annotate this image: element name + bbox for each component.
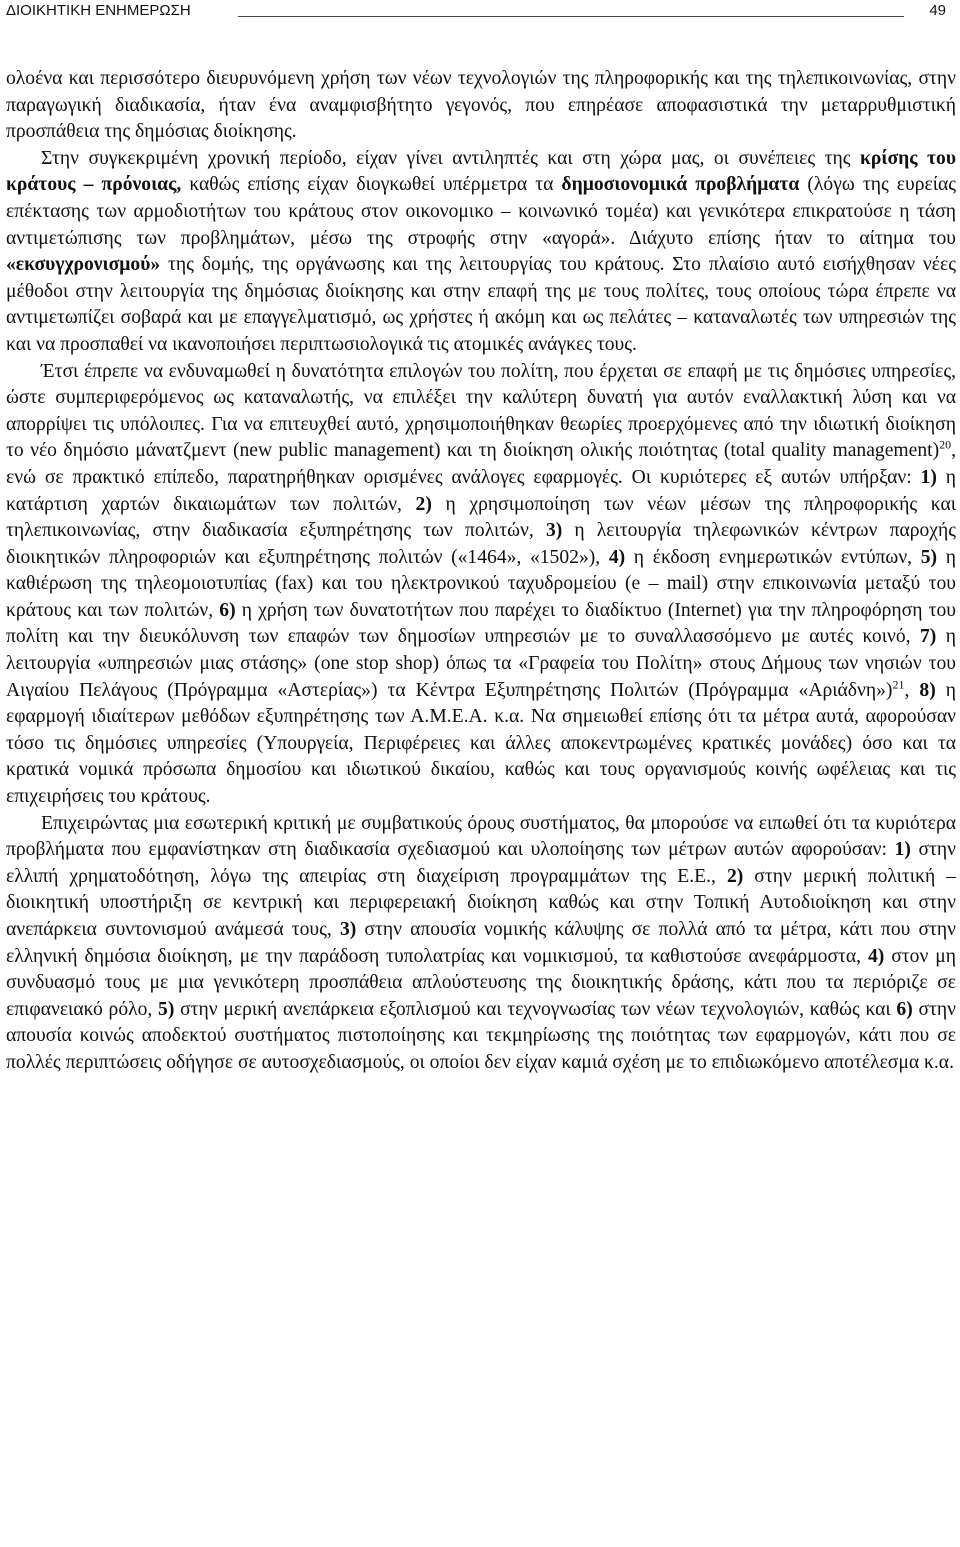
list-number: 8) <box>919 679 936 701</box>
paragraph-3-text: η λειτουργία τηλεφωνικών κέντρων παροχής διοικητικών πληροφοριών και εξυπηρέτησης πολιτών («1464», «1502»), <box>6 520 957 568</box>
paragraph-3-text: η χρησιμοποίηση των νέων μέσων της πληροφορικής και τηλεπικοινωνίας, στην διαδικασία εξυπηρέτησης των πολιτών, <box>6 493 956 542</box>
paragraph-3-text: η κατάρτιση χαρτών δικαιωμάτων των πολιτών, <box>6 466 957 515</box>
list-number: 7) <box>919 626 937 648</box>
bold-term: δημοσιονομικά προβλήματα <box>561 174 800 196</box>
list-number: 5) <box>158 998 175 1020</box>
paragraph-1 <box>6 66 956 146</box>
list-number: 6) <box>219 599 236 621</box>
list-number: 6) <box>896 998 913 1020</box>
list-number: 2) <box>415 493 432 515</box>
paragraph-2 <box>6 146 956 359</box>
list-number: 3) <box>545 520 563 542</box>
paragraph-3-text: , <box>904 679 920 701</box>
paragraph-3 <box>6 359 956 811</box>
list-number: 1) <box>920 466 937 488</box>
bold-term: κρίσης του κράτους – πρόνοιας, <box>6 147 956 196</box>
paragraph-3-text: η λειτουργία «υπηρεσιών μιας στάσης» (one stop shop) όπως τα «Γραφεία του Πολίτη» στους Δήμους των νησιών του Αιγαίου Πελάγους (Πρόγραμμα «Αστερίας») τα Κέντρα Εξυπηρέτησης Πολιτών (Πρόγραμμα «Αριάδνη») <box>6 626 956 701</box>
footnote-ref: 20 <box>939 437 952 452</box>
list-number: 1) <box>894 839 911 861</box>
paragraph-3-text: Έτσι έπρεπε να ενδυναμωθεί η δυνατότητα επιλογών του πολίτη, που έρχεται σε επαφή με τις δημόσιες υπηρεσίες, ώστε συμπεριφερόμενος ως καταναλωτής, να επιλέξει την καλύτερη δυνατή για αυτόν εναλλακτική λύση και να απορρίψει τις υπόλοιπες. Για να επιτευχθεί αυτό, χρησιμοποιήθηκαν θεωρίες προερχόμενες από την ιδιωτική διοίκηση το νέο δημόσιο μάνατζμεντ (new public management) και τη διοίκηση ολικής ποιότητας (total quality management) <box>6 360 956 462</box>
paragraph-3-text: η χρήση των δυνατοτήτων που παρέχει το διαδίκτυο (Internet) για την πληροφόρηση του πολίτη και την διευκόλυνση των επαφών των δημοσίων υπηρεσιών με το συναλλασσόμενο με αυτές κοινό, <box>6 599 956 648</box>
page-header <box>6 0 946 26</box>
paragraph-2-text: καθώς επίσης είχαν διογκωθεί υπέρμετρα τα <box>181 174 562 196</box>
paragraph-4-text: στην ελλιπή χρηματοδότηση, λόγω της απειρίας στη διαχείριση προγραμμάτων της Ε.Ε., <box>6 839 956 887</box>
bold-term: «εκσυγχρονισμού» <box>6 254 161 276</box>
paragraph-3-text: η καθιέρωση της τηλεομοιοτυπίας (fax) και του ηλεκτρονικού ταχυδρομείου (e – mail) στην επικοινωνία μεταξύ του κράτους και των πολιτών, <box>6 546 956 621</box>
footnote-ref: 21 <box>892 677 905 692</box>
paragraph-3-text: η έκδοση ενημερωτικών εντύπων, <box>625 546 921 568</box>
list-number: 5) <box>920 546 938 568</box>
paragraph-4-text: στην μερική πολιτική – διοικητική υποστήριξη σε κεντρική και περιφερειακή διοίκηση καθώς και στην Τοπική Αυτοδιοίκηση και στην ανεπάρκεια συντονισμού ανάμεσά τους, <box>6 865 956 940</box>
list-number: 4) <box>608 546 626 568</box>
list-number: 3) <box>339 919 357 940</box>
paragraph-4-text: στην απουσία νομικής κάλυψης σε πολλά από τα μέτρα, κάτι που στην ελληνική δημόσια διοίκηση, με την παράδοση τυπολατρίας και νομικισμού, τα καθιστούσε ανεφάρμοστα, <box>6 919 956 967</box>
paragraph-1-text: ολοένα και περισσότερο διευρυνόμενη χρήση των νέων τεχνολογιών της πληροφορικής και της τηλεπικοινωνίας, στην παραγωγική διαδικασία, ήταν ένα αναμφισβήτητο γεγονός, που επηρέασε αποφασιστικά την μεταρρυθμιστική προσπάθεια της δημόσιας διοίκησης. <box>6 68 956 143</box>
paragraph-2-text: της δομής, της οργάνωσης και της λειτουργίας του κράτους. Στο πλαίσιο αυτό εισήχθησαν νέες μέθοδοι στην λειτουργία της δημόσιας διοίκησης και στην επαφή της με τους πολίτες, τους οποίους τώρα έπρεπε να αντιμετωπίζει σοβαρά και με επαγγελματισμό, ως χρήστες ή ακόμη και ως πελάτες – καταναλωτές των υπηρεσιών της και να προσπαθεί να ικανοποιήσει περιπτωσιολογικά τις ατομικές ανάγκες τους. <box>6 254 956 355</box>
paragraph-3-text: η εφαρμογή ιδιαίτερων μεθόδων εξυπηρέτησης των Α.Μ.Ε.Α. κ.α. Να σημειωθεί επίσης ότι τα μέτρα αυτά, αφορούσαν τόσο τις δημόσιες υπηρεσίες (Υπουργεία, Περιφέρειες και άλλες αποκεντρωμένες κρατικές μονάδες) όσο και τα κρατικά νομικά πρόσωπα δημοσίου και ιδιωτικού δικαίου, καθώς και τους οργανισμούς κοινής ωφέλειας και τις επιχειρήσεις του κράτους. <box>6 679 956 808</box>
paragraph-2-text: (λόγω της ευρείας επέκτασης των αρμοδιοτήτων του κράτους στον οικονομικο – κοινωνικό τομέα) και γενικότερα επικρατούσε η τάση αντιμετώπισης των προβλημάτων, μέσω της στροφής στην «αγορά». Διάχυτο επίσης ήταν το αίτημα του <box>6 174 957 249</box>
paragraph-4 <box>6 811 956 1077</box>
body-text <box>6 66 956 1077</box>
paragraph-4-text: στην απουσία κοινώς αποδεκτού συστήματος πιστοποίησης και τεκμηρίωσης της ποιότητας των εφαρμογών, κάτι που σε πολλές περιπτώσεις οδήγησε σε αυτοσχεδιασμούς, οι οποίοι δεν είχαν καμιά σχέση με το επιδιωκόμενο αποτέλεσμα κ.α. <box>6 998 956 1073</box>
header-rule <box>238 16 904 17</box>
paragraph-4-text: Επιχειρώντας μια εσωτερική κριτική με συμβατικούς όρους συστήματος, θα μπορούσε να ειπωθεί ότι τα κυριότερα προβλήματα που εμφανίστηκαν στη διαδικασία σχεδιασμού και υλοποίησης των μέτρων αυτών αφορούσαν: <box>6 812 956 861</box>
paragraph-2-text: Στην συγκεκριμένη χρονική περίοδο, είχαν γίνει αντιληπτές και στη χώρα μας, οι συνέπειες της <box>41 147 861 169</box>
paragraph-3-text: , ενώ σε πρακτικό επίπεδο, παρατηρήθηκαν ορισμένες ανάλογες εφαρμογές. Οι κυριότερες εξ αυτών υπήρξαν: <box>6 440 956 488</box>
list-number: 2) <box>726 865 744 887</box>
paragraph-4-text: στην μερική ανεπάρκεια εξοπλισμού και τεχνογνωσίας των νέων τεχνολογιών, καθώς και <box>174 998 897 1020</box>
running-title: ΔΙΟΙΚΗΤΙΚΗ ΕΝΗΜΕΡΩΣΗ <box>6 2 191 19</box>
paragraph-4-text: στον μη συνδυασμό τους με μια γενικότερη προσπάθεια απλούστευσης της διοικητικής δράσης, κάτι που τα περιόριζε σε επιφανειακό ρόλο, <box>6 945 957 1020</box>
page-number: 49 <box>929 2 946 19</box>
list-number: 4) <box>868 945 885 967</box>
